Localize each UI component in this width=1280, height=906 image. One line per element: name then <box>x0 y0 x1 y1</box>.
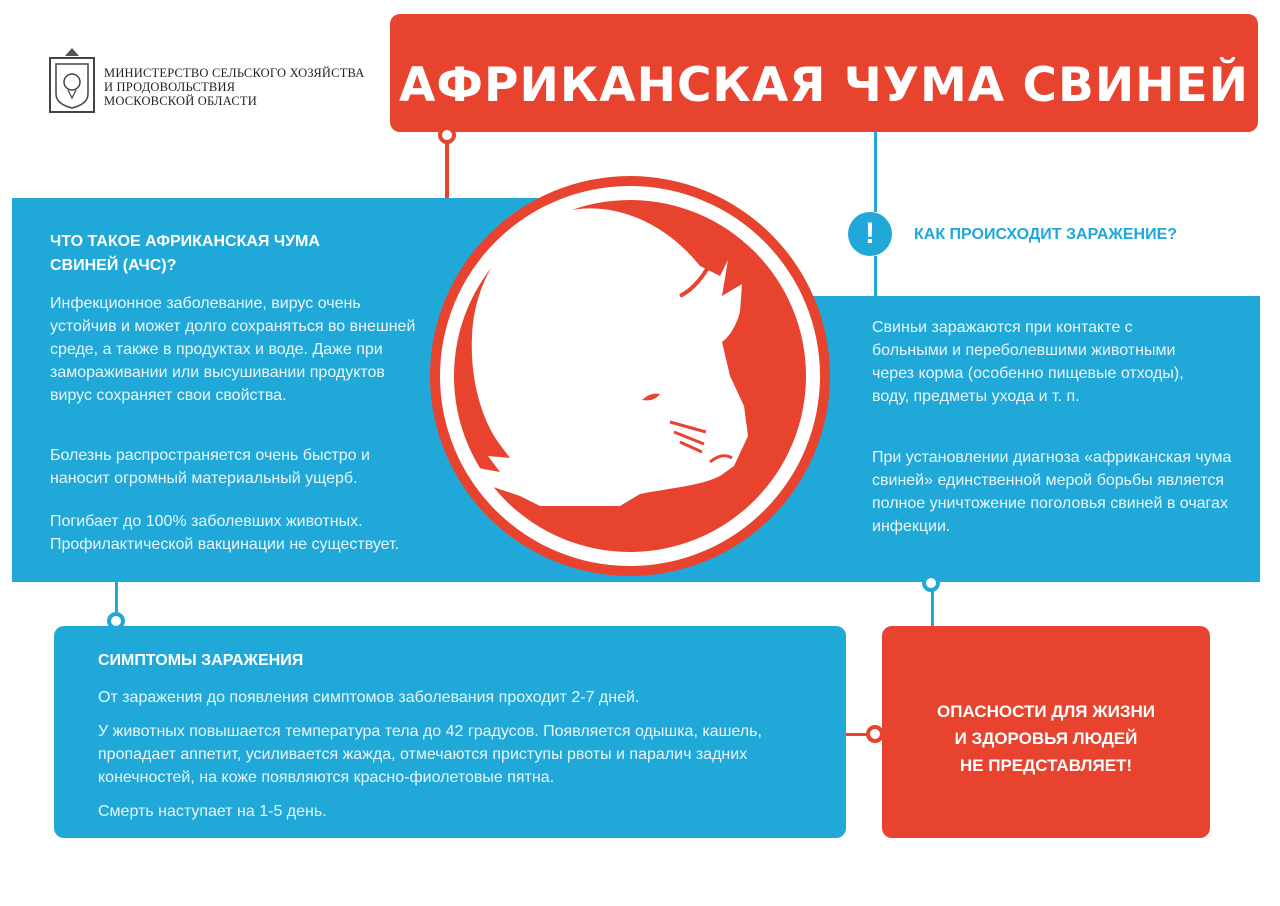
boar-emblem <box>430 176 830 576</box>
ministry-line: И ПРОДОВОЛЬСТВИЯ <box>104 80 236 94</box>
danger-line: НЕ ПРЕДСТАВЛЯЕТ! <box>959 756 1133 775</box>
page-title: АФРИКАНСКАЯ ЧУМА СВИНЕЙ <box>399 58 1249 113</box>
connector-line <box>874 132 877 212</box>
paragraph: Свиньи заражаются при контакте с больными и переболевшими животными через корма (особенно пищевые отходы), воду, предметы ухода и т. п. <box>872 319 1184 405</box>
boar-head-icon <box>430 176 830 576</box>
connector-dot <box>438 126 456 144</box>
coat-of-arms-icon <box>48 44 96 114</box>
ministry-line: МИНИСТЕРСТВО СЕЛЬСКОГО ХОЗЯЙСТВА <box>104 66 365 80</box>
section-heading-what-is: ЧТО ТАКОЕ АФРИКАНСКАЯ ЧУМА СВИНЕЙ (АЧС)? <box>50 233 320 274</box>
paragraph: При установлении диагноза «африканская чума свиней» единственной мерой борьбы является полное уничтожение поголовья свиней в очагах инфекции. <box>872 449 1232 535</box>
connector-dot <box>922 574 940 592</box>
ministry-line: МОСКОВСКОЙ ОБЛАСТИ <box>104 94 257 108</box>
paragraph: Болезнь распространяется очень быстро и наносит огромный материальный ущерб. <box>50 447 370 487</box>
section-heading-symptoms: СИМПТОМЫ ЗАРАЖЕНИЯ <box>98 652 304 669</box>
ministry-name <box>104 66 384 108</box>
danger-statement <box>882 698 1210 779</box>
paragraph: Смерть наступает на 1-5 день. <box>98 803 327 820</box>
paragraph: Инфекционное заболевание, вирус очень устойчив и может долго сохраняться во внешней среде, а также в продуктах и воде. Даже при замораживании или высушивании продуктов вирус сохраняет свои свойства. <box>50 295 416 404</box>
exclamation-icon: ! <box>848 212 892 256</box>
danger-line: И ЗДОРОВЬЯ ЛЮДЕЙ <box>954 729 1138 748</box>
danger-line: ОПАСНОСТИ ДЛЯ ЖИЗНИ <box>937 702 1155 721</box>
paragraph: Погибает до 100% заболевших животных. Профилактической вакцинации не существует. <box>50 513 400 553</box>
section-heading-infection: КАК ПРОИСХОДИТ ЗАРАЖЕНИЕ? <box>914 226 1178 243</box>
paragraph: У животных повышается температура тела до 42 градусов. Появляется одышка, кашель, пропадает аппетит, усиливается жажда, отмечаются приступы рвоты и паралич задних конечностей, на коже появляются красно-фиолетовые пятна. <box>98 723 762 786</box>
connector-line <box>874 256 877 296</box>
paragraph: От заражения до появления симптомов заболевания проходит 2-7 дней. <box>98 689 640 706</box>
